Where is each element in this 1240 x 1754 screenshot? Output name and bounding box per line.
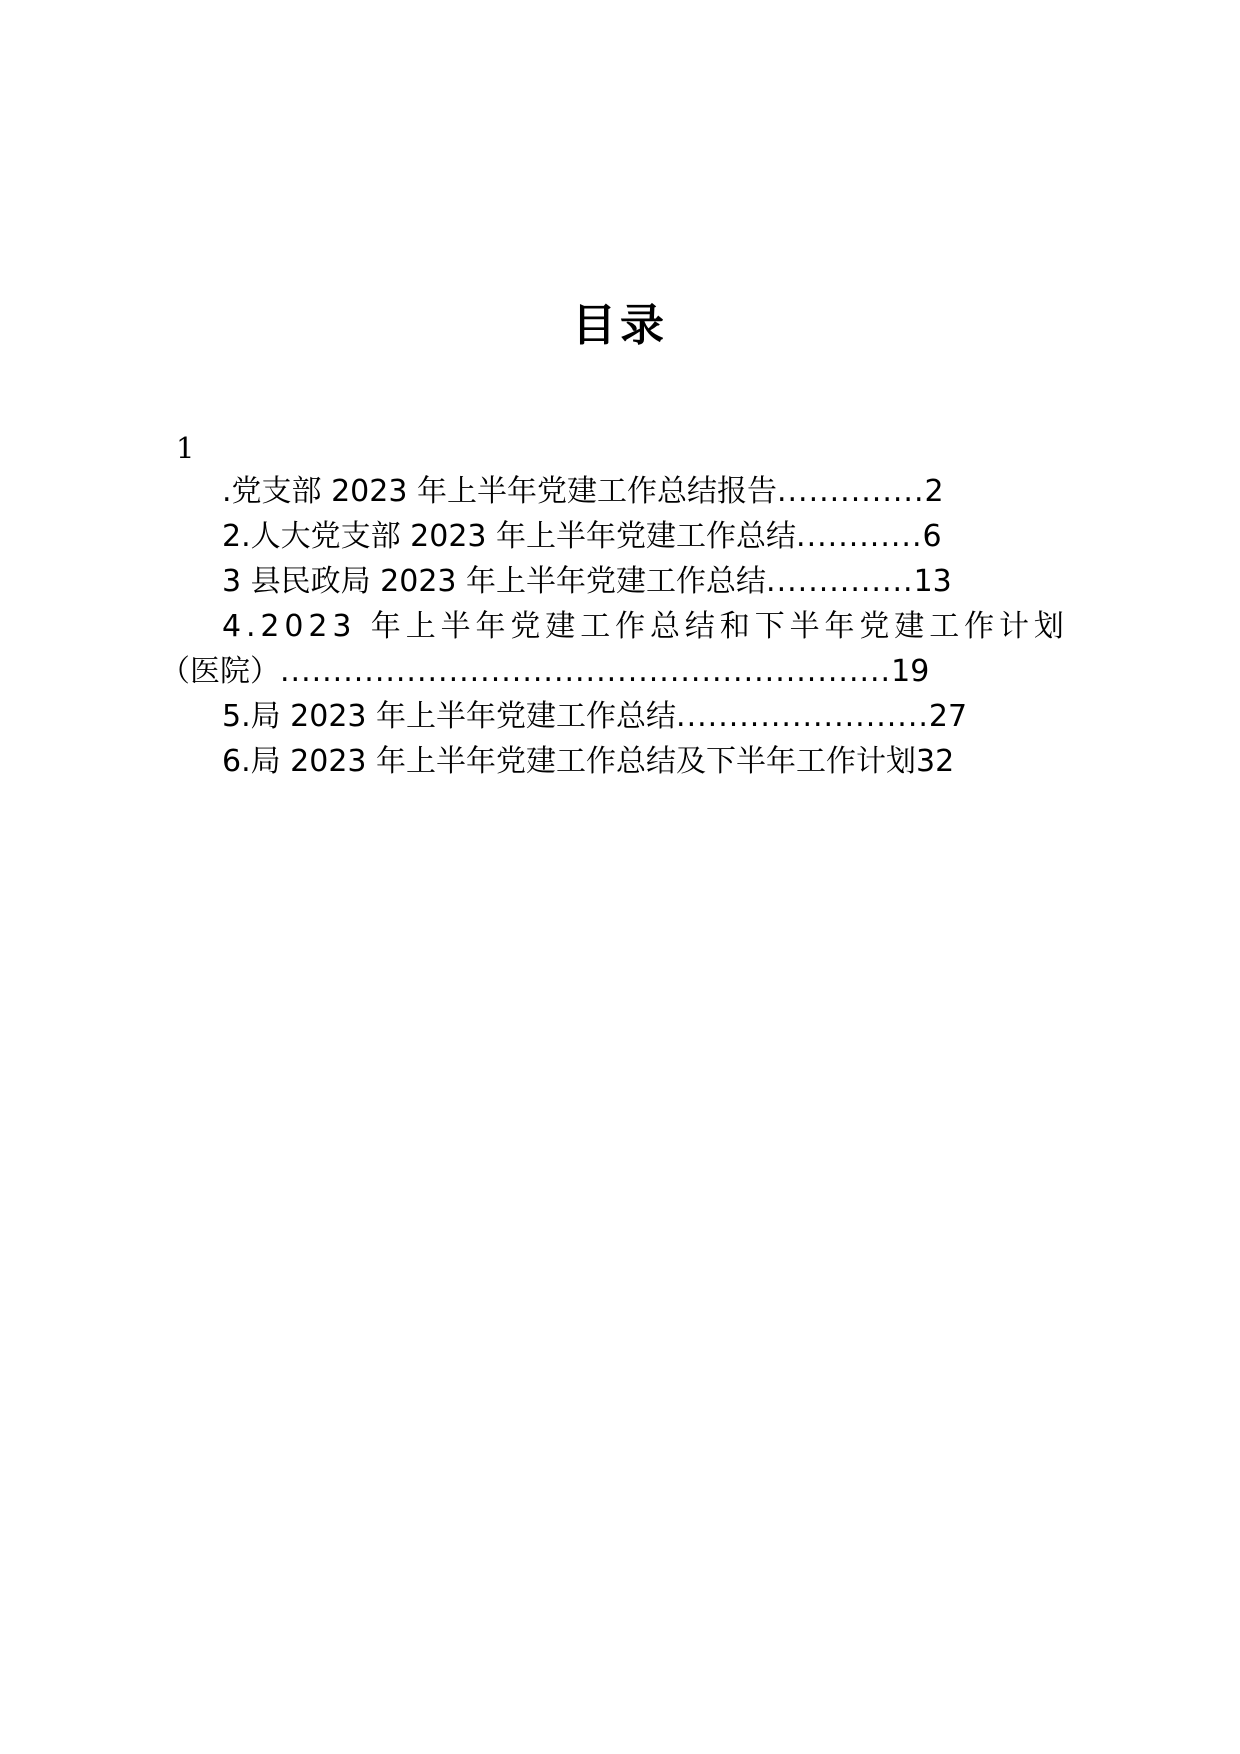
toc-entry-4-line-1[interactable]	[222, 605, 1069, 649]
toc-entry-2[interactable]	[222, 515, 942, 559]
toc-page-number: 27	[928, 699, 968, 734]
toc-entry-5[interactable]	[222, 695, 967, 739]
toc-entry-6[interactable]	[222, 740, 954, 784]
toc-entry-title: .党支部 2023 年上半年党建工作总结报告	[222, 474, 777, 509]
stray-number: 1	[176, 431, 195, 465]
toc-leader-dots: ..........................................................	[280, 654, 892, 689]
toc-entry-title-continued: （医院）	[160, 654, 280, 689]
toc-entry-4-line-2[interactable]	[160, 650, 929, 694]
toc-entry-3[interactable]	[222, 560, 952, 604]
toc-entry-title: 4.2023 年上半年党建工作总结和下半年党建工作计划	[222, 609, 1069, 644]
toc-leader-dots: ............	[796, 519, 923, 554]
toc-entry-title: 2.人大党支部 2023 年上半年党建工作总结	[222, 519, 797, 554]
toc-entry-title: 6.局 2023 年上半年党建工作总结及下半年工作计划	[222, 744, 917, 779]
toc-leader-dots: ..............	[776, 474, 925, 509]
toc-leader-dots: ........................	[676, 699, 929, 734]
toc-page-number: 2	[924, 474, 944, 509]
toc-page-number: 6	[922, 519, 942, 554]
toc-page-number: 19	[891, 654, 930, 689]
toc-entry-title: 5.局 2023 年上半年党建工作总结	[222, 699, 677, 734]
toc-entry-title: 3 县民政局 2023 年上半年党建工作总结	[222, 564, 767, 599]
toc-page-number: 32	[916, 744, 955, 779]
toc-leader-dots: ..............	[766, 564, 914, 599]
toc-entry-1[interactable]	[222, 470, 944, 514]
toc-page-number: 13	[913, 564, 952, 599]
toc-title: 目录	[572, 300, 668, 351]
